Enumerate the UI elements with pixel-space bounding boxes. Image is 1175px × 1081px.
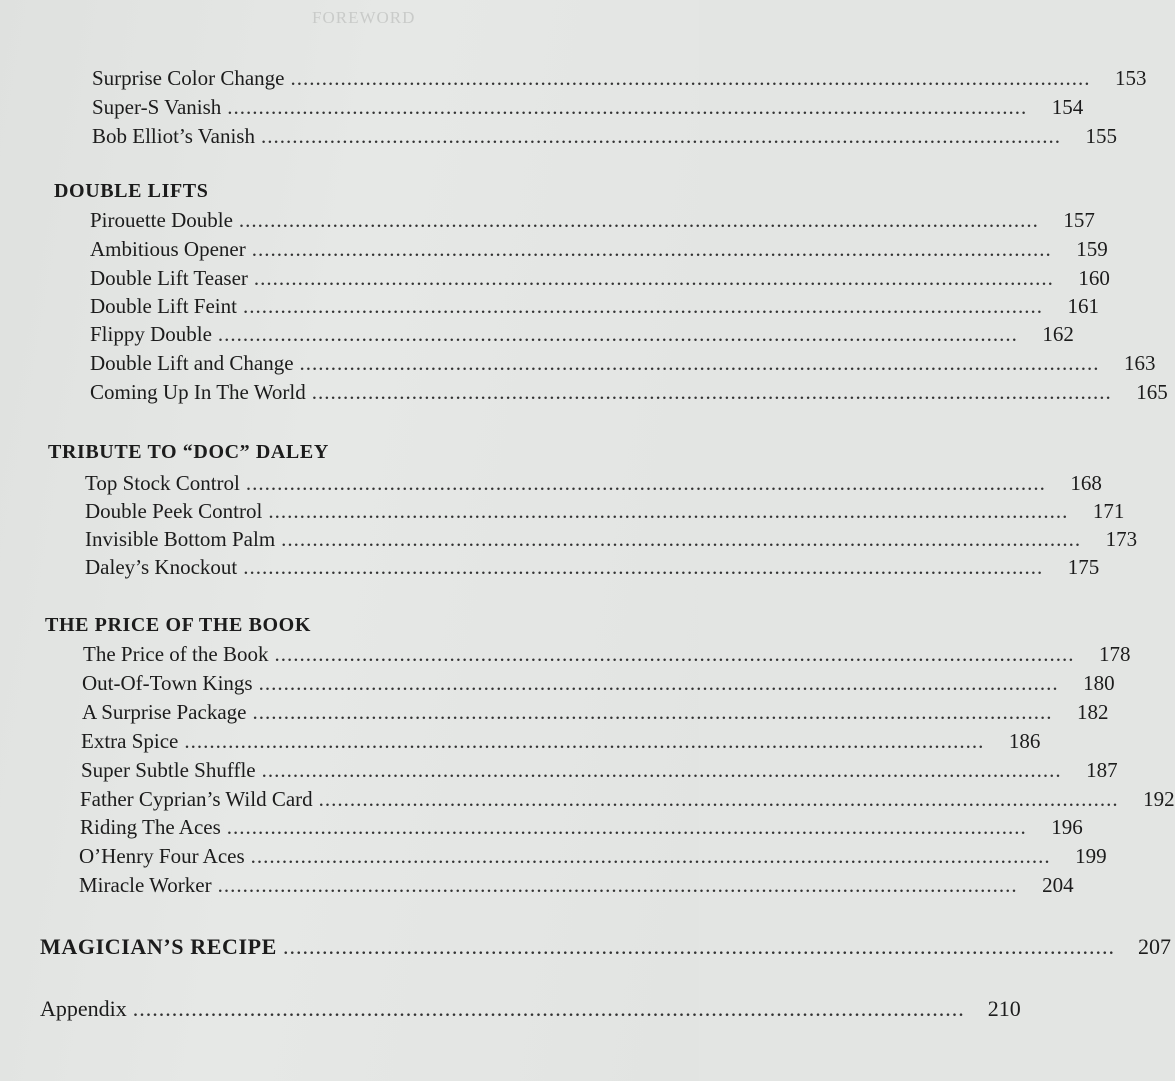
dot-leader: ................................................................................................................................ (290, 66, 1091, 90)
entry-page: 159 (1076, 237, 1108, 261)
dot-leader: ................................................................................................................................ (268, 499, 1069, 523)
entry-page: 204 (1042, 873, 1074, 897)
section-heading: THE PRICE OF THE BOOK (45, 614, 311, 636)
entry-title: O’Henry Four Aces (79, 844, 245, 868)
entry-page: 160 (1078, 266, 1110, 290)
entry-title: The Price of the Book (83, 642, 269, 666)
entry-title: Riding The Aces (80, 815, 221, 839)
toc-entry-magicians-recipe (40, 934, 1171, 960)
toc-entry (85, 499, 1125, 524)
entry-title: Flippy Double (90, 322, 212, 346)
section-heading: DOUBLE LIFTS (54, 180, 209, 202)
entry-page: 173 (1105, 527, 1138, 551)
toc-entry (90, 294, 1099, 319)
dot-leader: ................................................................................................................................ (258, 671, 1059, 695)
entry-title: A Surprise Package (82, 700, 247, 724)
entry-page: 196 (1051, 815, 1083, 839)
dot-leader: ................................................................................................................................ (250, 844, 1051, 868)
entry-page: 162 (1042, 322, 1074, 346)
toc-entry (79, 873, 1074, 898)
entry-page: 163 (1124, 351, 1156, 375)
entry-title: Coming Up In The World (90, 380, 306, 404)
entry-page: 178 (1098, 642, 1131, 666)
dot-leader: ................................................................................................................................ (260, 124, 1061, 148)
entry-title: Ambitious Opener (90, 237, 246, 261)
toc-entry (80, 815, 1083, 840)
entry-title: Appendix (40, 996, 127, 1021)
entry-page: 171 (1092, 499, 1125, 523)
entry-title: Pirouette Double (90, 208, 233, 232)
entry-title: Miracle Worker (79, 873, 212, 897)
toc-entry (90, 266, 1110, 291)
entry-page: 192 (1143, 787, 1175, 811)
dot-leader: ................................................................................................................................ (238, 208, 1039, 232)
dot-leader: ................................................................................................................................ (217, 322, 1018, 346)
entry-title: Super-S Vanish (92, 95, 222, 119)
dot-leader: ................................................................................................................................ (311, 380, 1112, 404)
toc-entry (81, 758, 1118, 783)
toc-entry (79, 844, 1107, 869)
dot-leader: ................................................................................................................................ (282, 934, 1115, 959)
toc-entry (92, 66, 1147, 91)
toc-entry (90, 380, 1168, 405)
dot-leader: ................................................................................................................................ (184, 729, 985, 753)
toc-entry (92, 124, 1117, 149)
entry-page: 165 (1136, 380, 1168, 404)
toc-entry (90, 237, 1108, 262)
entry-title: Invisible Bottom Palm (85, 527, 276, 551)
entry-page: 199 (1075, 844, 1107, 868)
dot-leader: ................................................................................................................................ (318, 787, 1119, 811)
toc-entry (92, 95, 1084, 120)
entry-page: 168 (1070, 471, 1102, 495)
entry-page: 180 (1083, 671, 1115, 695)
dot-leader: ................................................................................................................................ (227, 95, 1028, 119)
dot-leader: ................................................................................................................................ (217, 873, 1018, 897)
entry-title: Surprise Color Change (92, 66, 285, 90)
entry-page: 207 (1137, 934, 1171, 959)
entry-title: Top Stock Control (85, 471, 240, 495)
toc-entry (85, 471, 1102, 496)
toc-entry (90, 322, 1074, 347)
toc-entry (90, 351, 1156, 376)
entry-page: 186 (1008, 729, 1041, 753)
entry-page: 157 (1063, 208, 1095, 232)
entry-page: 175 (1067, 555, 1100, 579)
dot-leader: ................................................................................................................................ (242, 294, 1043, 318)
toc-entry (85, 555, 1100, 580)
entry-title: Double Lift and Change (90, 351, 294, 375)
entry-page: 161 (1067, 294, 1099, 318)
toc-entry-appendix (40, 996, 1021, 1022)
toc-entry (82, 700, 1109, 725)
dot-leader: ................................................................................................................................ (261, 758, 1062, 782)
entry-title: Father Cyprian’s Wild Card (80, 787, 313, 811)
toc-entry (81, 729, 1041, 754)
entry-title: Daley’s Knockout (85, 555, 238, 579)
dot-leader: ................................................................................................................................ (245, 471, 1046, 495)
toc-entry (80, 787, 1175, 812)
entry-title: MAGICIAN’S RECIPE (40, 934, 277, 959)
entry-title: Out-Of-Town Kings (82, 671, 253, 695)
entry-page: 155 (1085, 124, 1117, 148)
bleed-through-text: FOREWORD (312, 8, 416, 27)
toc-entry (82, 671, 1115, 696)
entry-title: Double Lift Teaser (90, 266, 248, 290)
toc-entry (85, 527, 1138, 552)
entry-page: 210 (987, 996, 1021, 1021)
dot-leader: ................................................................................................................................ (132, 996, 965, 1021)
dot-leader: ................................................................................................................................ (299, 351, 1100, 375)
entry-title: Extra Spice (81, 729, 179, 753)
section-heading: TRIBUTE TO “DOC” DALEY (48, 441, 329, 463)
dot-leader: ................................................................................................................................ (252, 700, 1053, 724)
dot-leader: ................................................................................................................................ (226, 815, 1027, 839)
toc-entry (83, 642, 1131, 667)
dot-leader: ................................................................................................................................ (251, 237, 1052, 261)
entry-title: Super Subtle Shuffle (81, 758, 256, 782)
entry-page: 153 (1114, 66, 1147, 90)
entry-title: Double Peek Control (85, 499, 263, 523)
entry-page: 182 (1076, 700, 1109, 724)
dot-leader: ................................................................................................................................ (274, 642, 1075, 666)
entry-page: 187 (1086, 758, 1118, 782)
entry-page: 154 (1051, 95, 1084, 119)
entry-title: Bob Elliot’s Vanish (92, 124, 255, 148)
toc-entry (90, 208, 1095, 233)
dot-leader: ................................................................................................................................ (281, 527, 1082, 551)
dot-leader: ................................................................................................................................ (243, 555, 1044, 579)
dot-leader: ................................................................................................................................ (253, 266, 1054, 290)
entry-title: Double Lift Feint (90, 294, 237, 318)
